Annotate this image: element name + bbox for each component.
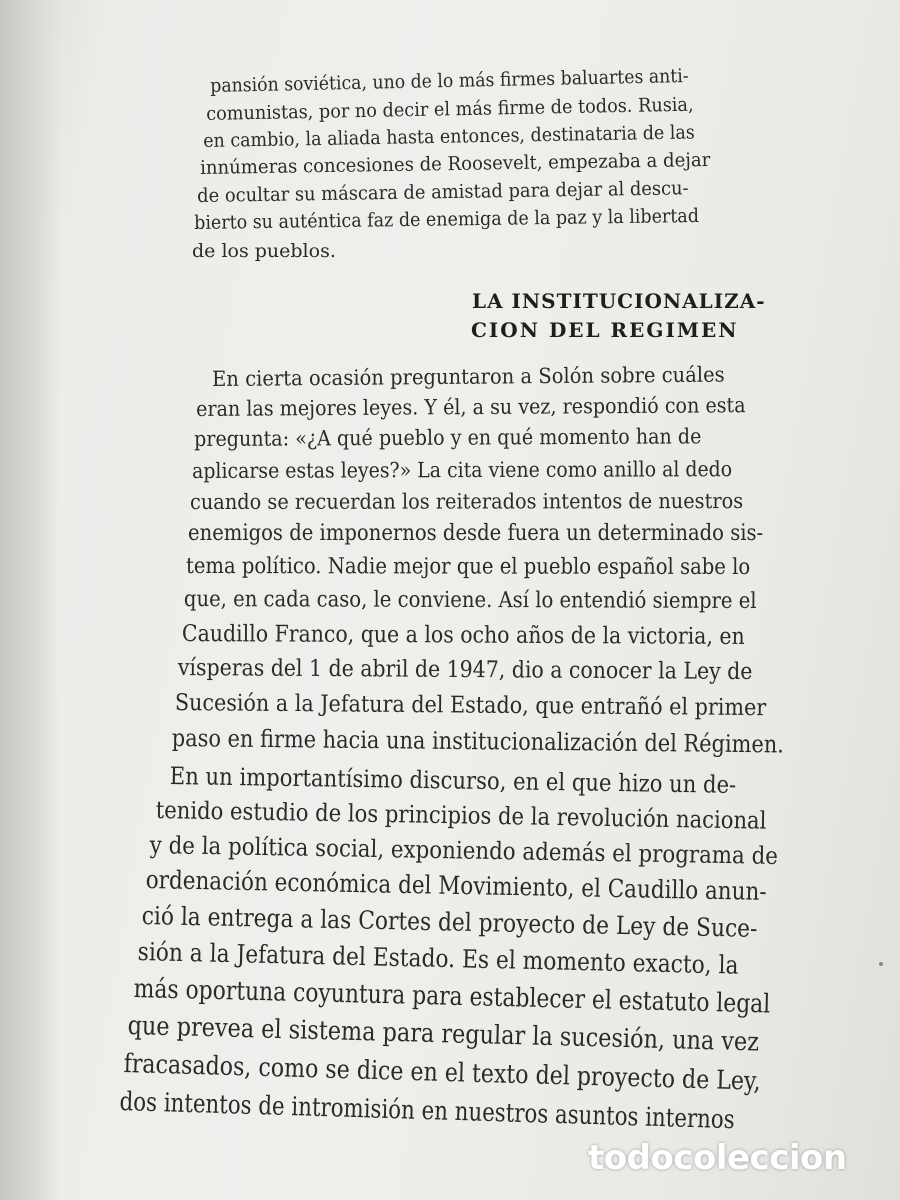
text-line: vísperas del 1 de abril de 1947, dio a conocer la Ley de [177, 655, 753, 686]
text-line: comunistas, por no decir el más firme de todos. Rusia, [206, 93, 694, 125]
text-line: más oportuna coyuntura para establecer el estatuto legal [133, 974, 771, 1020]
text-line: sión a la Jefatura del Estado. Es el momento exacto, la [137, 937, 739, 980]
text-line: ció la entrega a las Cortes del proyecto de Ley de Suce- [141, 901, 758, 943]
section-heading-line-2: CION DEL REGIMEN [471, 318, 739, 342]
text-line: cuando se recuerdan los reiterados intentos de nuestros [190, 489, 744, 514]
text-line: fracasados, como se dice en el texto del proyecto de Ley, [123, 1049, 762, 1097]
text-line: y de la política social, exponiendo además el programa de [149, 831, 779, 870]
text-line: de los pueblos. [192, 240, 336, 262]
text-line: dos intentos de intromisión en nuestros asuntos internos [119, 1087, 736, 1136]
text-line: que, en cada caso, le conviene. Así lo entendió siempre el [183, 587, 757, 614]
text-line: eran las mejores leyes. Y él, a su vez, respondió con esta [196, 393, 746, 421]
text-line: tema político. Nadie mejor que el pueblo español sabe lo [185, 554, 751, 580]
text-line: tenido estudio de los principios de la revolución nacional [155, 796, 767, 835]
text-line: paso en firme hacia una institucionalización del Régimen. [171, 724, 785, 759]
text-line: En un importantísimo discurso, en el que hizo un de- [169, 762, 737, 799]
text-line: bierto su auténtica faz de enemiga de la paz y la libertad [194, 204, 700, 234]
text-line: pansión soviética, uno de lo más firmes baluartes anti- [210, 64, 689, 97]
text-line: pregunta: «¿A qué pueblo y en qué momento han de [194, 424, 702, 451]
section-heading-line-1: LA INSTITUCIONALIZA- [472, 289, 766, 313]
text-line: de ocultar su máscara de amistad para dejar al descu- [197, 177, 689, 207]
text-line: en cambio, la aliada hasta entonces, destinataria de las [203, 121, 695, 152]
text-line: enemigos de imponernos desde fuera un determinado sis- [188, 521, 764, 546]
text-line: que prevea el sistema para regular la sucesión, una vez [127, 1011, 760, 1058]
page-speck [879, 962, 883, 966]
todocoleccion-watermark [588, 1136, 888, 1180]
text-line: innúmeras concesiones de Roosevelt, empezaba a dejar [200, 148, 711, 179]
text-line: Caudillo Franco, que a los ocho años de la victoria, en [181, 621, 745, 650]
text-line: En cierta ocasión preguntaron a Solón sobre cuáles [212, 362, 725, 391]
text-line: ordenación económica del Movimiento, el Caudillo anun- [145, 865, 767, 906]
text-line: Sucesión a la Jefatura del Estado, que entrañó el primer [174, 690, 767, 722]
watermark-text: todocoleccion [588, 1138, 847, 1178]
text-line: aplicarse estas leyes?» La cita viene como anillo al dedo [192, 457, 733, 483]
